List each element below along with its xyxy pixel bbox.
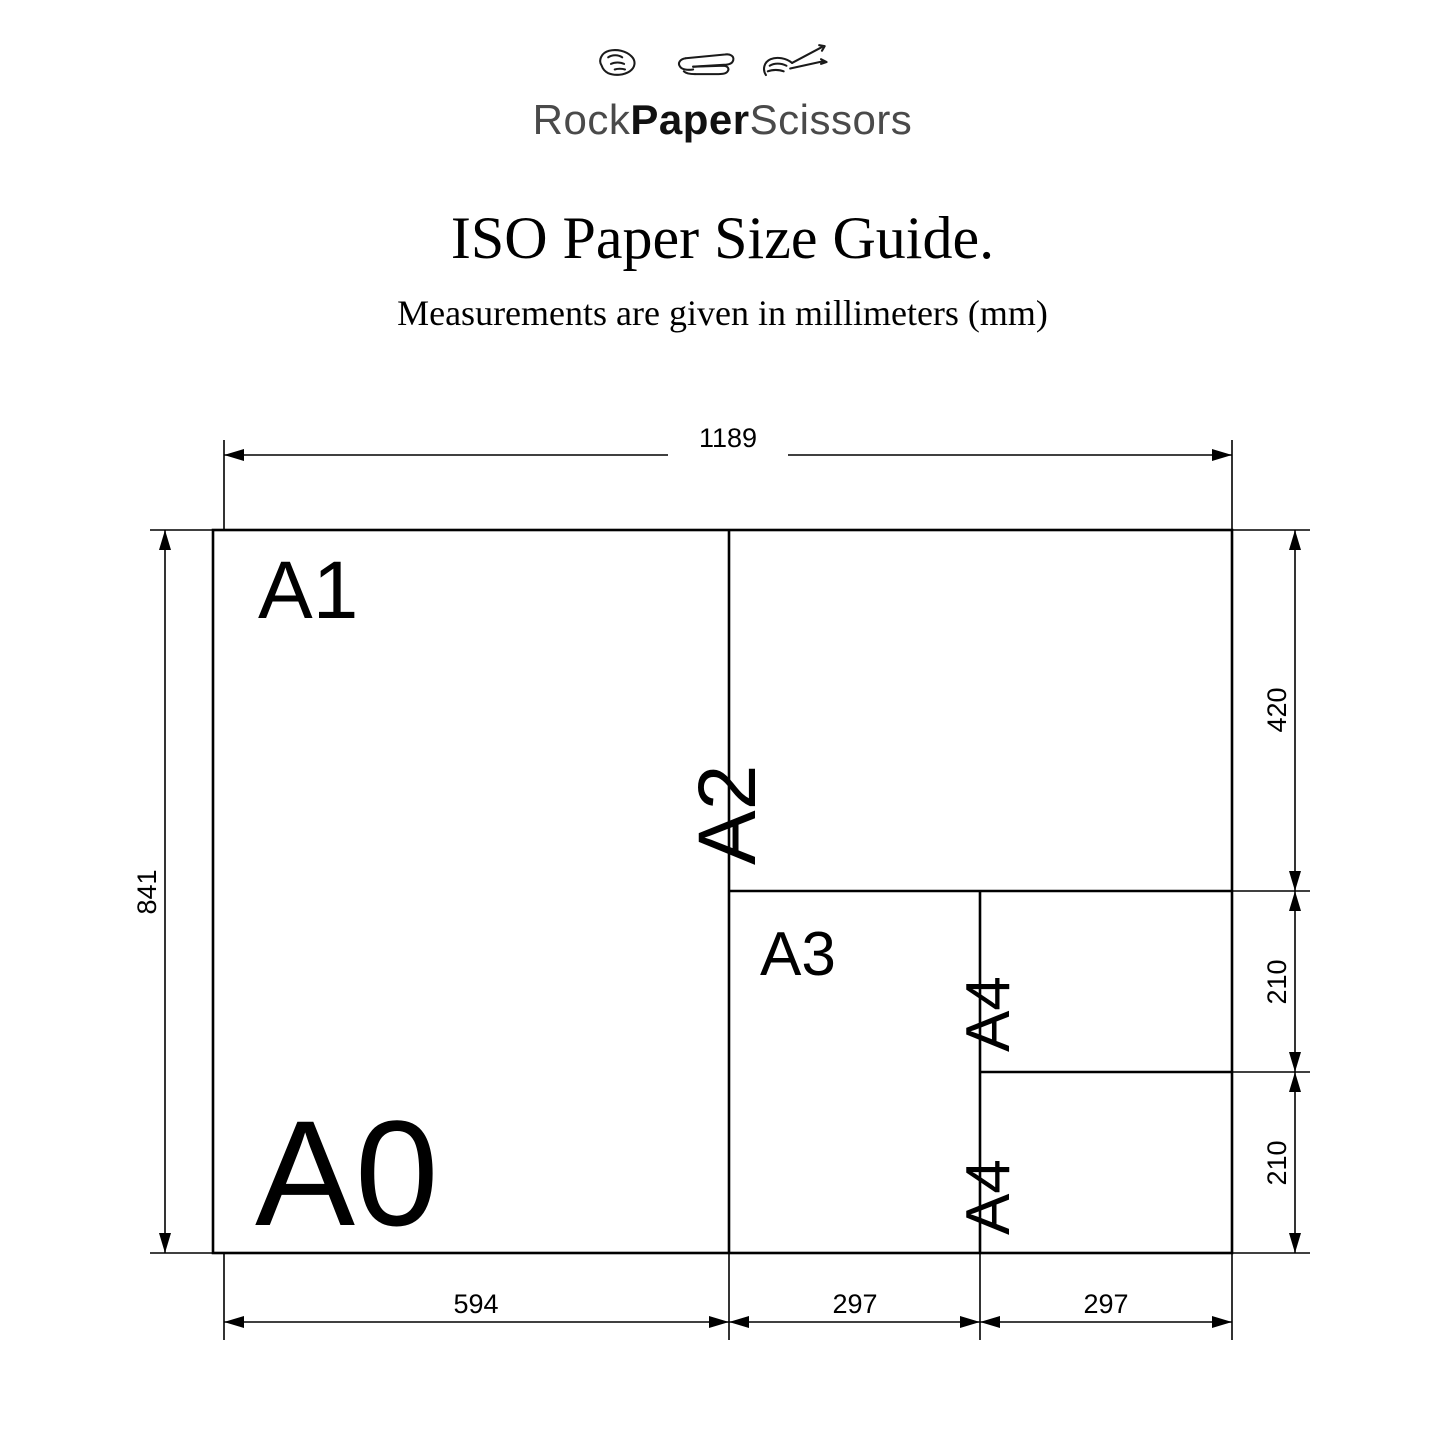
sheet-label-a4-lower: A4 [954, 1159, 1023, 1235]
dim-label-bottom-297-right: 297 [1083, 1289, 1129, 1319]
brand-word-rock: Rock [532, 96, 631, 143]
sheet-label-a0: A0 [255, 1089, 439, 1257]
brand-word-paper: Paper [630, 96, 750, 143]
dim-label-left-841: 841 [132, 869, 162, 915]
dim-label-top-1189: 1189 [698, 423, 758, 453]
sheet-label-a2: A2 [682, 764, 773, 865]
page-title: ISO Paper Size Guide. [450, 205, 995, 271]
brand-word-scissors: Scissors [749, 96, 913, 143]
dim-label-bottom-297-left: 297 [832, 1289, 878, 1319]
sheet-label-a3: A3 [760, 920, 836, 989]
page-subtitle: Measurements are given in millimeters (mm) [397, 293, 1048, 333]
dim-label-right-420: 420 [1262, 687, 1292, 733]
dim-label-right-210-upper: 210 [1262, 959, 1292, 1005]
dim-label-bottom-594: 594 [453, 1289, 499, 1319]
sheet-label-a1: A1 [258, 545, 359, 636]
dim-label-right-210-lower: 210 [1262, 1140, 1292, 1186]
sheet-label-a4-upper: A4 [954, 976, 1023, 1052]
